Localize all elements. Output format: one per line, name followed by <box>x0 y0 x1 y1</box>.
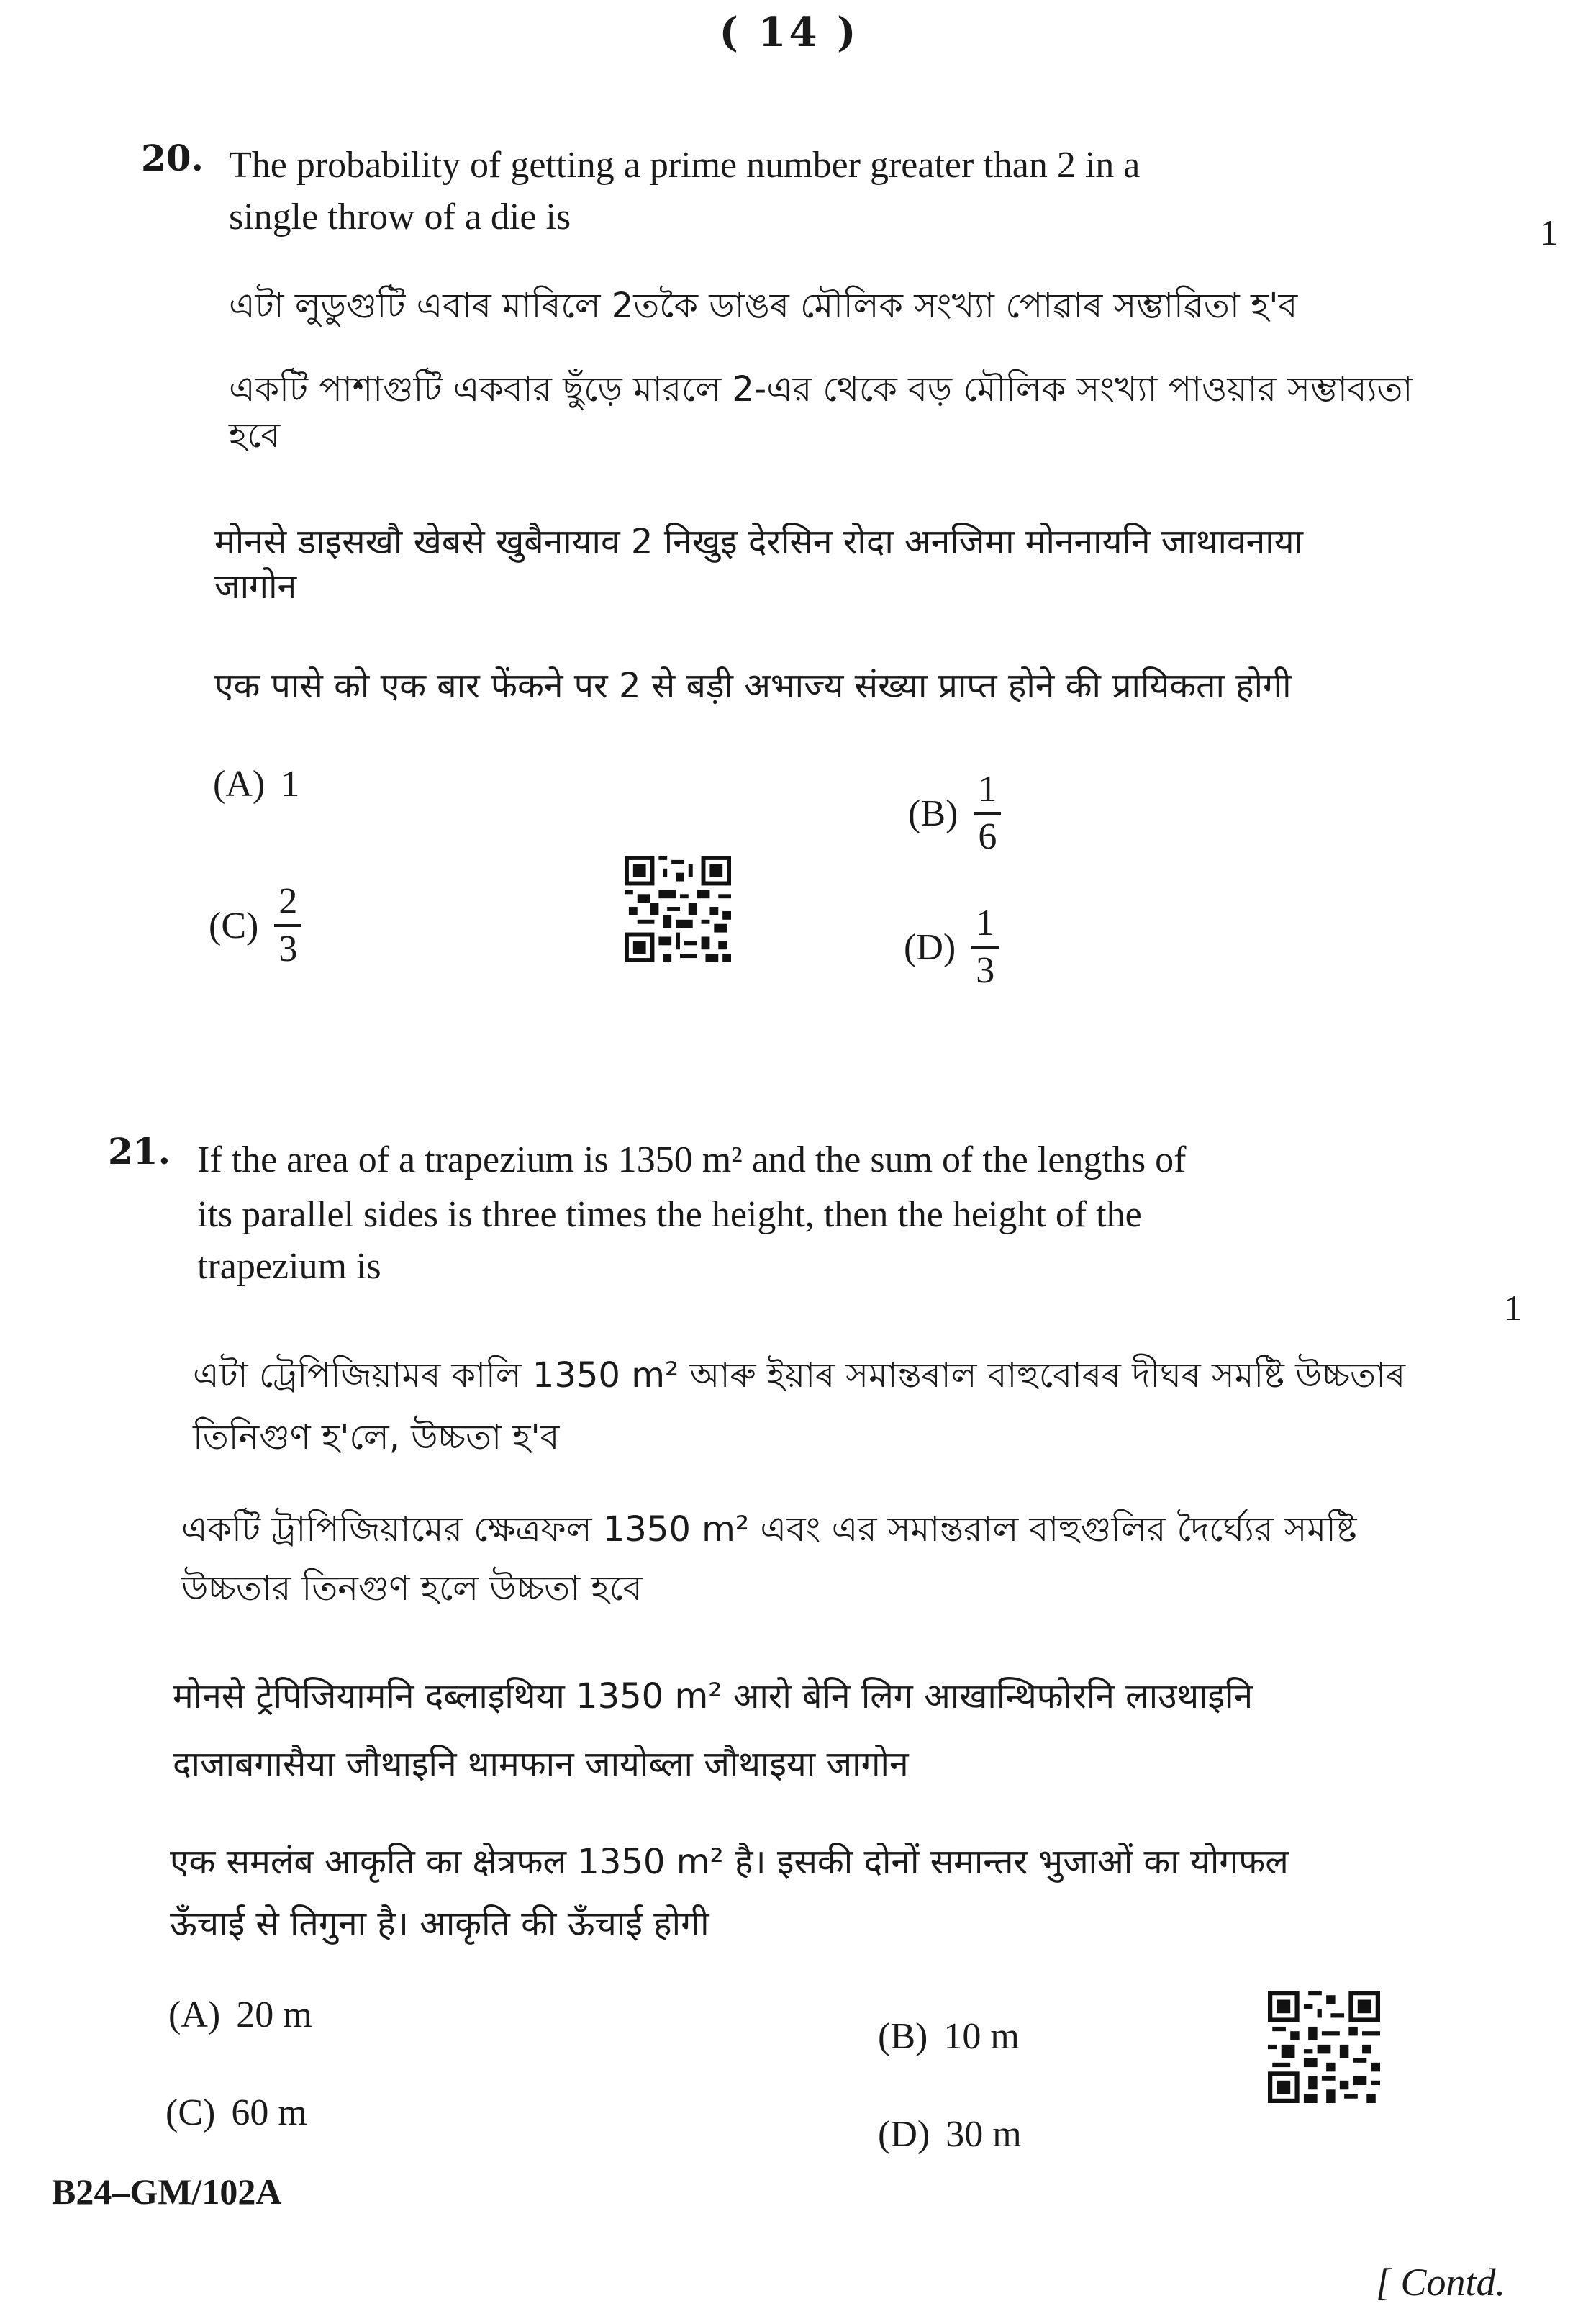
question-20-hindi: एक पासे को एक बार फेंकने पर 2 से बड़ी अभाज्य संख्या प्राप्त होने की प्रायिकता होगी <box>214 666 1292 706</box>
question-21-english-line-2: its parallel sides is three times the height, then the height of the <box>197 1194 1142 1235</box>
option-b-denominator: 6 <box>978 816 997 857</box>
option-d-label: (D) <box>878 2114 930 2155</box>
question-21-assamese-line-2: তিনিগুণ হ'লে, উচ্চতা হ'ব <box>193 1417 560 1457</box>
question-20-bengali-line-1: একটি পাশাগুটি একবার ছুঁড়ে মারলে 2-এর থেকে বড় মৌলিক সংখ্যা পাওয়ার সম্ভাব্যতা <box>229 369 1413 410</box>
question-21-hindi-line-1: एक समलंब आकृति का क्षेत्रफल 1350 m² है। इसकी दोनों समान्तर भुजाओं का योगफल <box>170 1842 1289 1882</box>
option-a-value: 1 <box>281 764 300 805</box>
question-21-bodo-line-1: मोनसे ट्रेपिजियामनि दब्लाइथिया 1350 m² आरो बेनि लिग आखान्थिफोरनि लाउथाइनि <box>173 1676 1253 1717</box>
question-20-number: 20. <box>141 137 204 179</box>
option-d-denominator: 3 <box>976 950 995 991</box>
question-21-assamese-line-1: এটা ট্ৰেপিজিয়ামৰ কালি 1350 m² আৰু ইয়াৰ সমান্তৰাল বাহুবোৰৰ দীঘৰ সমষ্টি উচ্চতাৰ <box>193 1355 1406 1396</box>
fraction-bar <box>971 946 999 949</box>
option-a-label: (A) <box>168 1994 221 2035</box>
question-20-bodo-line-2: जागोन <box>214 566 297 607</box>
fraction-bar <box>974 812 1001 815</box>
fraction-bar <box>274 924 301 927</box>
option-c-fraction <box>274 882 301 969</box>
question-20-option-c[interactable] <box>209 882 301 969</box>
question-21-bengali-line-2: উচ্চতার তিনগুণ হলে উচ্চতা হবে <box>181 1568 643 1609</box>
page-number: ( 14 ) <box>719 9 859 56</box>
qr-code-icon <box>625 855 731 963</box>
question-21-option-c[interactable] <box>165 2092 307 2134</box>
question-21-number: 21. <box>108 1130 171 1172</box>
option-d-label: (D) <box>904 926 956 968</box>
option-d-value: 30 m <box>946 2114 1022 2155</box>
question-20-english-line-1: The probability of getting a prime number greater than 2 in a <box>229 145 1141 186</box>
option-d-numerator: 1 <box>976 903 995 944</box>
option-c-denominator: 3 <box>278 928 298 969</box>
question-21-hindi-line-2: ऊँचाई से तिगुना है। आकृति की ऊँचाई होगी <box>170 1904 709 1944</box>
question-21-bodo-line-2: दाजाबगासैया जौथाइनि थामफान जायोब्ला जौथाइया जागोन <box>173 1744 909 1784</box>
question-21-option-a[interactable] <box>168 1994 312 2036</box>
continued-label: [ Contd. <box>1376 2261 1506 2304</box>
option-d-fraction <box>971 904 999 990</box>
question-20-assamese: এটা লুডুগুটি এবাৰ মাৰিলে 2তকৈ ডাঙৰ মৌলিক সংখ্যা পোৱাৰ সম্ভাৱিতা হ'ব <box>229 286 1298 326</box>
question-20-option-b[interactable] <box>908 770 1001 856</box>
question-20-option-d[interactable] <box>904 904 999 990</box>
question-20-bengali-line-2: হবে <box>229 415 281 456</box>
question-21-english-line-1: If the area of a trapezium is 1350 m² and the sum of the lengths of <box>197 1139 1187 1180</box>
question-20-marks: 1 <box>1540 212 1558 253</box>
option-c-numerator: 2 <box>278 881 298 922</box>
option-b-value: 10 m <box>943 2016 1020 2057</box>
option-a-value: 20 m <box>236 1994 312 2035</box>
question-20-bodo-line-1: मोनसे डाइसखौ खेबसे खुबैनायाव 2 निखुइ देरसिन रोदा अनजिमा मोननायनि जाथावनाया <box>214 522 1303 562</box>
option-b-label: (B) <box>908 792 958 834</box>
option-c-label: (C) <box>209 905 259 946</box>
question-20-option-a[interactable] <box>213 763 299 805</box>
option-a-label: (A) <box>213 764 266 805</box>
question-21-option-b[interactable] <box>878 2015 1020 2058</box>
question-21-english-line-3: trapezium is <box>197 1246 381 1287</box>
question-21-marks: 1 <box>1504 1288 1522 1328</box>
option-c-value: 60 m <box>231 2092 307 2133</box>
option-b-fraction <box>974 770 1001 856</box>
paper-code: B24–GM/102A <box>52 2171 282 2212</box>
question-20-english-line-2: single throw of a die is <box>229 196 571 238</box>
qr-code-icon <box>1268 1989 1380 2104</box>
option-b-numerator: 1 <box>978 769 997 810</box>
option-b-label: (B) <box>878 2016 928 2057</box>
option-c-label: (C) <box>165 2092 216 2133</box>
question-21-option-d[interactable] <box>878 2113 1022 2156</box>
question-21-bengali-line-1: একটি ট্রাপিজিয়ামের ক্ষেত্রফল 1350 m² এবং এর সমান্তরাল বাহুগুলির দৈর্ঘ্যের সমষ্টি <box>181 1509 1357 1550</box>
